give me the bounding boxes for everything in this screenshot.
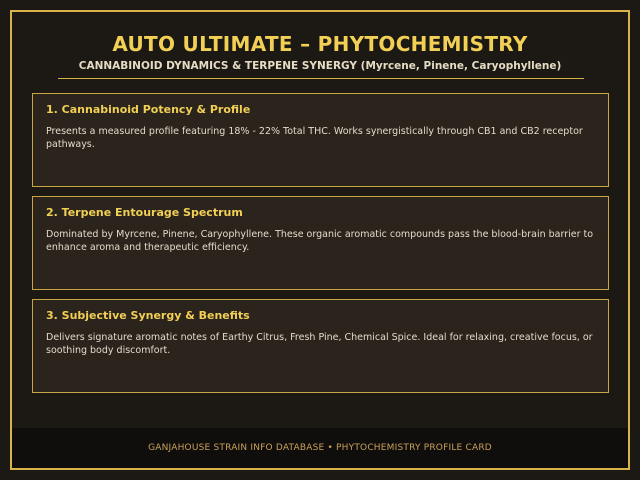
- section-card-synergy: [32, 299, 609, 393]
- footer-text: GANJAHOUSE STRAIN INFO DATABASE • PHYTOCHEMISTRY PROFILE CARD: [148, 443, 492, 453]
- profile-card-frame: [10, 10, 630, 470]
- section-card-cannabinoid: [32, 93, 609, 187]
- section-body: Dominated by Myrcene, Pinene, Caryophyllene. These organic aromatic compounds pass the blood-brain barrier to enhance aroma and therapeutic efficiency.: [46, 229, 594, 253]
- section-title: 2. Terpene Entourage Spectrum: [46, 206, 243, 219]
- section-card-terpene: [32, 196, 609, 290]
- page-subtitle: CANNABINOID DYNAMICS & TERPENE SYNERGY (Myrcene, Pinene, Caryophyllene): [78, 60, 562, 72]
- footer-bar: [12, 428, 628, 468]
- section-body: Presents a measured profile featuring 18% - 22% Total THC. Works synergistically through CB1 and CB2 receptor pathways.: [46, 126, 583, 150]
- section-title: 1. Cannabinoid Potency & Profile: [46, 103, 251, 116]
- section-title: 3. Subjective Synergy & Benefits: [46, 309, 250, 322]
- section-body: Delivers signature aromatic notes of Earthy Citrus, Fresh Pine, Chemical Spice. Ideal for relaxing, creative focus, or soothing body discomfort.: [46, 332, 593, 356]
- page-title: AUTO ULTIMATE – PHYTOCHEMISTRY: [112, 32, 528, 56]
- header-divider: [58, 78, 584, 79]
